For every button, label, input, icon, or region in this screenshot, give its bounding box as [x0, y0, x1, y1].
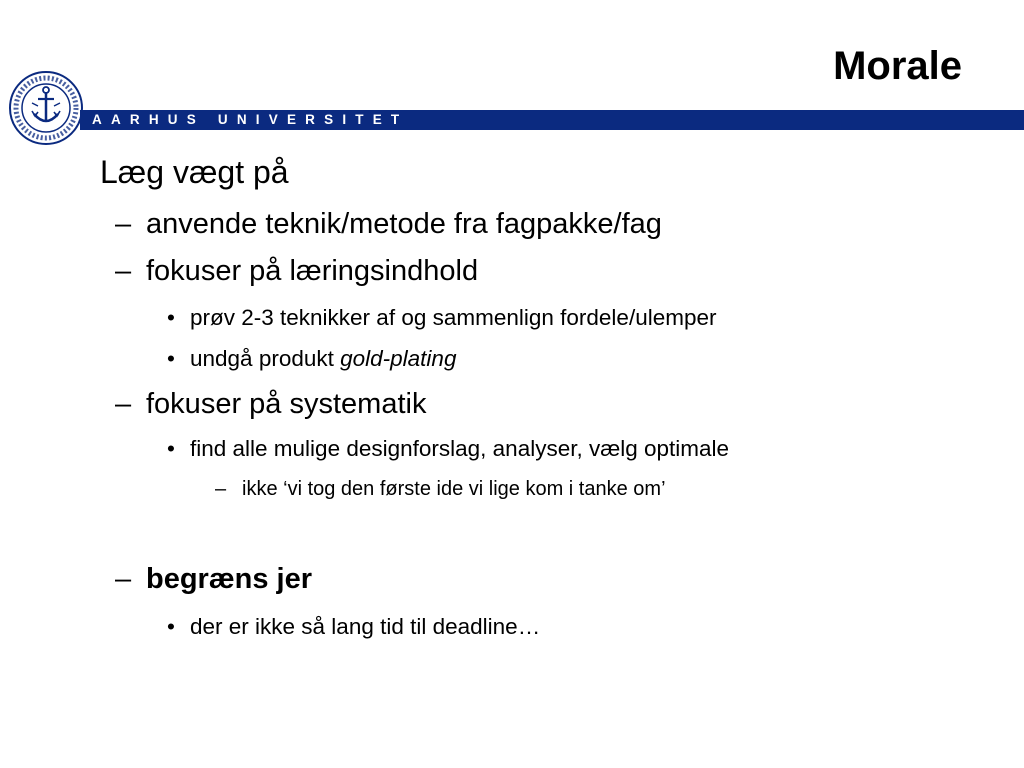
dash-marker: – — [115, 255, 132, 287]
university-seal-logo — [8, 70, 84, 146]
list-item-text: begræns jer — [146, 563, 312, 595]
list-item-text: fokuser på systematik — [146, 388, 427, 420]
list-item-text: ikke ‘vi tog den første ide vi lige kom i tanke om’ — [242, 478, 666, 500]
list-item-text: find alle mulige designforslag, analyser, vælg optimale — [190, 436, 730, 461]
dash-marker: – — [115, 563, 132, 595]
dash-marker: – — [115, 208, 132, 240]
content-heading: Læg vægt på — [100, 154, 289, 190]
list-item-text: der er ikke så lang tid til deadline… — [190, 614, 541, 639]
dash-marker: – — [115, 388, 132, 420]
list-item-text — [190, 346, 456, 372]
institution-name: AARHUS UNIVERSITET — [92, 112, 409, 127]
list-item-text: prøv 2-3 teknikker af og sammenlign fordele/ulemper — [190, 305, 717, 330]
list-item-text-plain: undgå produkt — [190, 346, 341, 371]
bullet-marker: • — [167, 436, 175, 461]
bullet-marker: • — [167, 346, 175, 371]
list-item-text: anvende teknik/metode fra fagpakke/fag — [146, 208, 662, 240]
bullet-marker: • — [167, 614, 175, 639]
list-item-emphasis: gold-plating — [340, 346, 457, 371]
bullet-marker: • — [167, 305, 175, 330]
slide-title: Morale — [833, 44, 962, 88]
dash-marker: – — [215, 478, 227, 500]
list-item-text: fokuser på læringsindhold — [146, 255, 479, 287]
